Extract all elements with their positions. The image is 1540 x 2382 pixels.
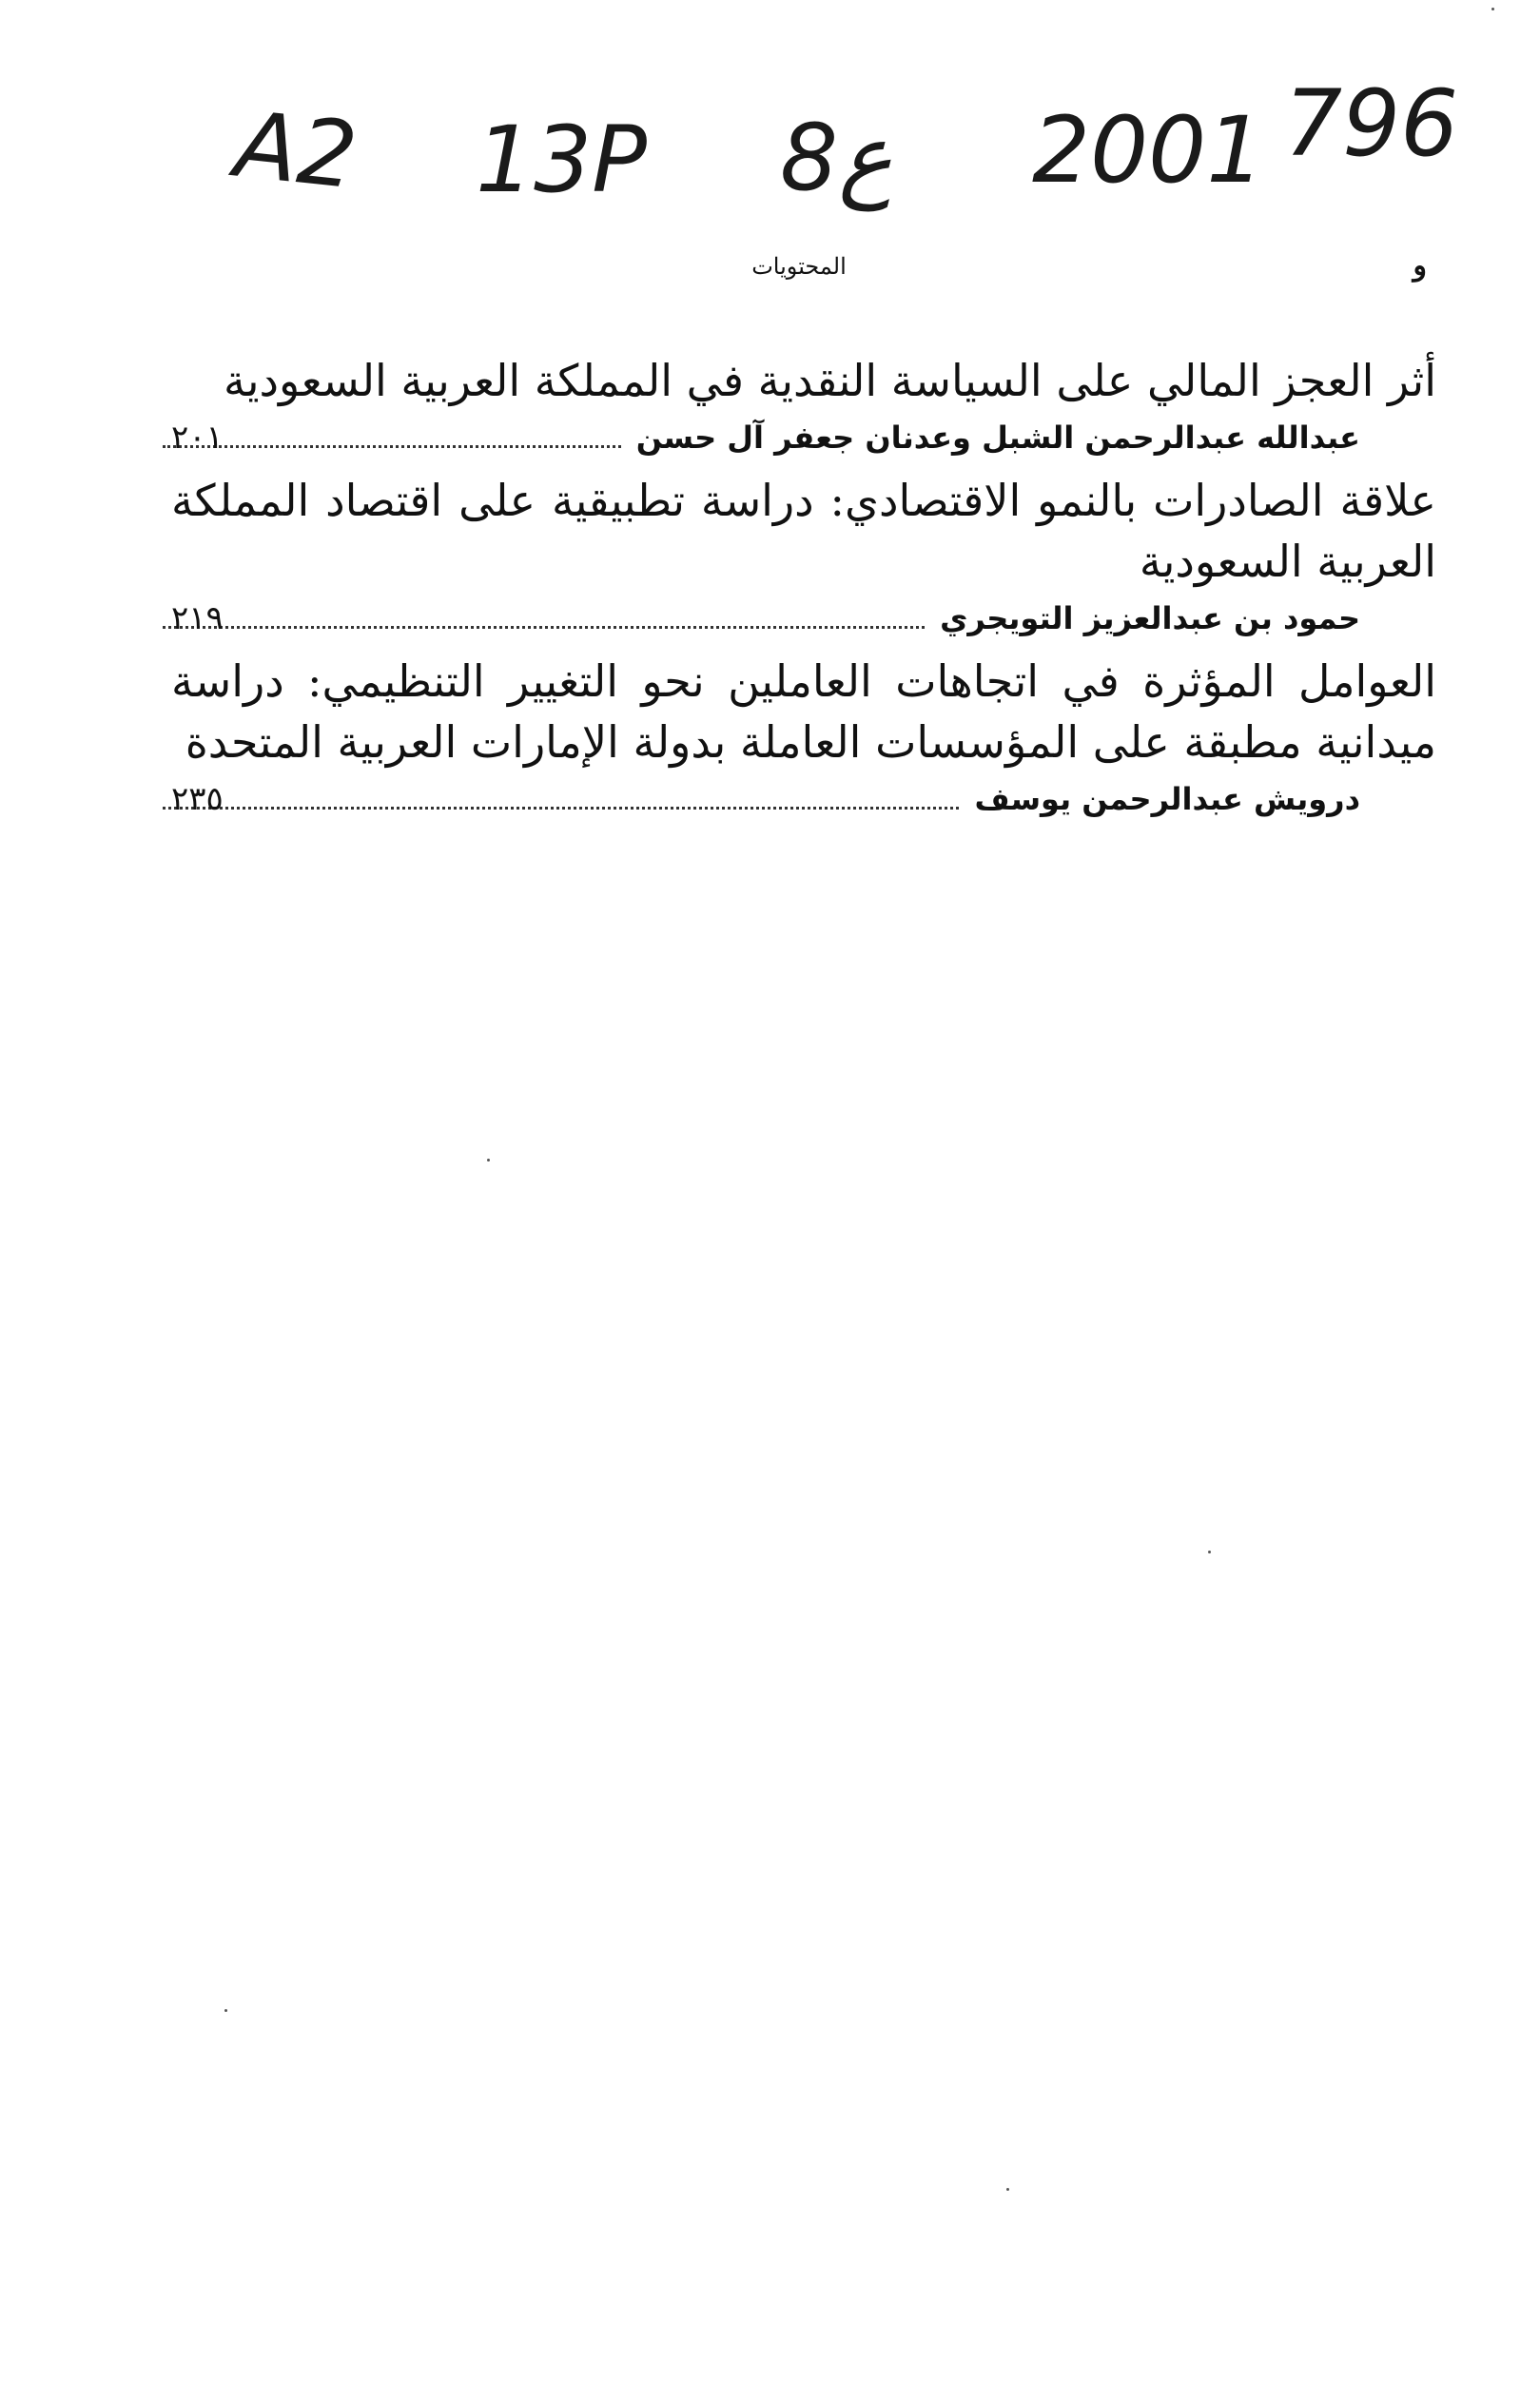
author-line: [171, 419, 1436, 457]
running-header: [171, 249, 1427, 287]
article-author: درويش عبدالرحمن يوسف: [974, 781, 1360, 817]
toc-entry: [171, 651, 1436, 818]
handwritten-note: 8ع: [780, 105, 893, 211]
handwritten-note: A2: [230, 90, 362, 210]
section-title: المحتويات: [751, 253, 847, 280]
handwritten-note: 796: [1284, 70, 1459, 177]
page-number: ٢٠١: [171, 419, 224, 457]
article-title: أثر العجز المالي على السياسة النقدية في المملكة العربية السعودية: [224, 355, 1436, 406]
author-line: [171, 780, 1436, 818]
scan-speck: [487, 1159, 490, 1162]
page-number: ٢٣٥: [171, 780, 224, 818]
dot-leader: [163, 444, 621, 448]
article-author: حمود بن عبدالعزيز التويجري: [940, 600, 1360, 636]
scan-speck: [224, 2009, 227, 2012]
handwritten-catalog-notes: [0, 67, 1540, 247]
toc-entry: [171, 470, 1436, 637]
dot-leader: [163, 625, 925, 629]
scan-speck: [1006, 2188, 1009, 2191]
dot-leader: [163, 806, 960, 810]
scan-speck: [1208, 1551, 1211, 1553]
article-author: عبدالله عبدالرحمن الشبل وعدنان جعفر آل حسن: [635, 420, 1360, 456]
toc-entry: [171, 350, 1436, 457]
page-letter: و: [1413, 249, 1427, 283]
handwritten-note: 13P: [476, 107, 648, 213]
author-line: [171, 599, 1436, 637]
article-title: علاقة الصادرات بالنمو الاقتصادي: دراسة تطبيقية على اقتصاد المملكة العربية السعودية: [171, 475, 1436, 587]
page-number: ٢١٩: [171, 599, 224, 637]
scan-speck: [1491, 8, 1494, 10]
table-of-contents: [171, 350, 1436, 831]
handwritten-note: 2001: [1032, 97, 1265, 204]
article-title: العوامل المؤثرة في اتجاهات العاملين نحو التغيير التنظيمي: دراسة ميدانية مطبقة على المؤسسات العاملة بدولة الإمارات العربية المتحدة: [171, 655, 1436, 768]
